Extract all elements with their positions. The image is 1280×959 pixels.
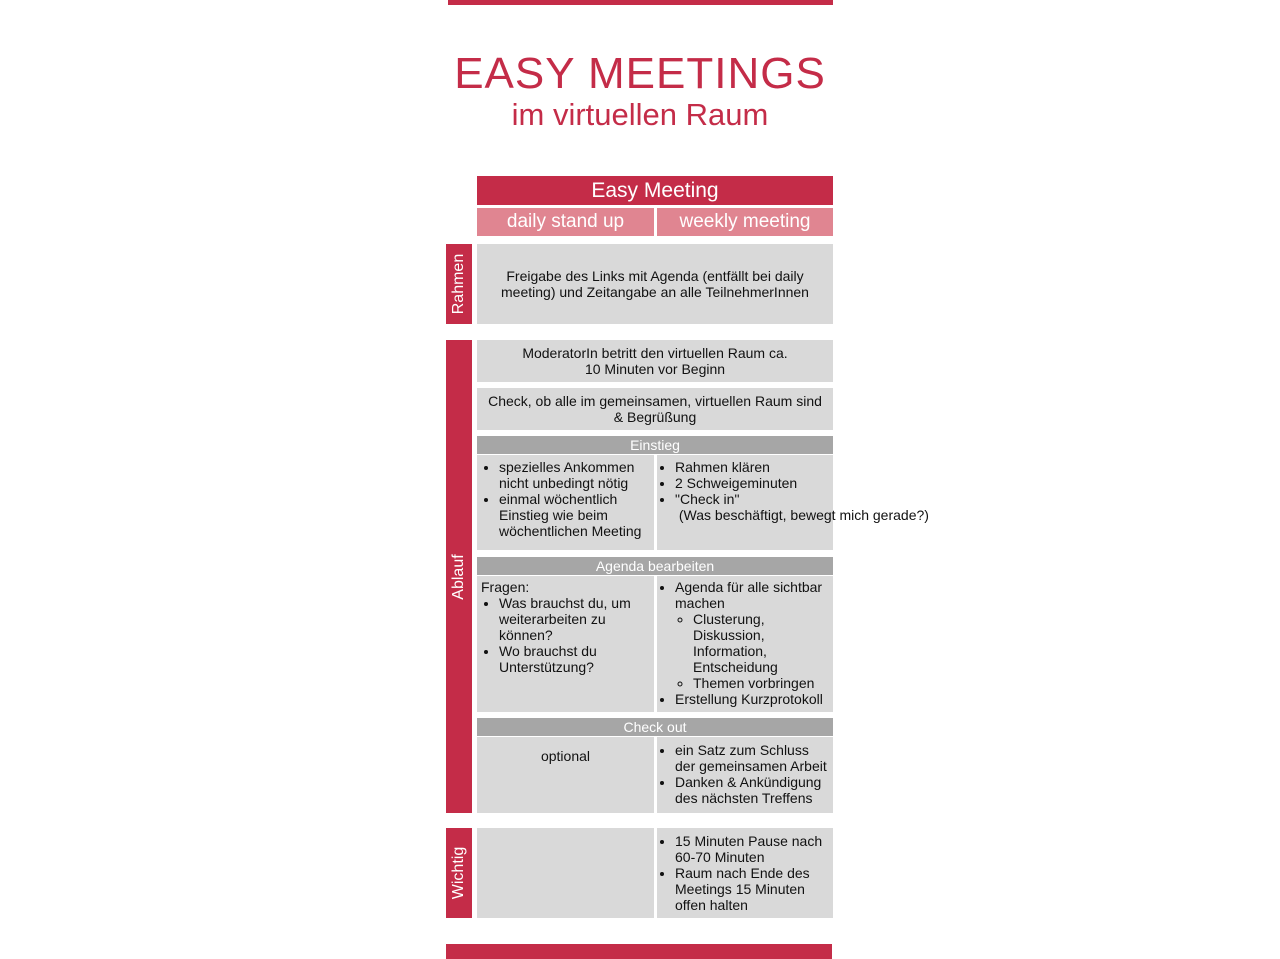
column-header-weekly: weekly meeting — [657, 208, 833, 236]
rahmen-box: Freigabe des Links mit Agenda (entfällt bei daily meeting) und Zeitangabe an alle TeilnehmerInnen — [477, 244, 833, 324]
list-item: • spezielles Ankommen nicht unbedingt nötig — [499, 459, 650, 491]
column-header-daily: daily stand up — [477, 208, 654, 236]
wichtig-weekly — [657, 828, 833, 918]
bottom-bar — [446, 944, 832, 959]
section-header-einstieg: Einstieg — [477, 436, 833, 454]
section-label-ablauf: Ablauf — [446, 340, 472, 813]
agenda-sublist — [675, 611, 831, 691]
agenda-weekly — [657, 576, 833, 712]
list-item: ◦ Clusterung, Diskussion, Information, Entscheidung — [693, 611, 803, 675]
agenda-weekly-list — [657, 579, 831, 707]
list-item: • Danken & Ankündigung des nächsten Treffens — [675, 774, 831, 806]
top-bar — [448, 0, 833, 5]
section-header-checkout: Check out — [477, 718, 833, 736]
table-header: Easy Meeting — [477, 176, 833, 205]
list-item: • Erstellung Kurzprotokoll — [675, 691, 831, 707]
ablauf-step-moderator: ModeratorIn betritt den virtuellen Raum ca. 10 Minuten vor Beginn — [477, 340, 833, 382]
section-label-wichtig: Wichtig — [446, 828, 472, 918]
section-label-rahmen: Rahmen — [446, 244, 472, 324]
list-item: • Was brauchst du, um weiterarbeiten zu können? — [499, 595, 650, 643]
page-title: EASY MEETINGS — [454, 49, 826, 98]
list-item: • Wo brauchst du Unterstützung? — [499, 643, 650, 675]
wichtig-weekly-list — [657, 833, 829, 913]
wichtig-daily — [477, 828, 654, 918]
list-item: • Agenda für alle sichtbar machen ◦ Clusterung, Diskussion, Information, Entscheidung ◦ Themen vorbringen — [675, 579, 831, 691]
checkout-weekly-list — [657, 742, 831, 806]
list-item: • 15 Minuten Pause nach 60-70 Minuten — [675, 833, 829, 865]
einstieg-weekly-list — [657, 459, 929, 523]
einstieg-weekly — [657, 455, 929, 550]
section-header-agenda: Agenda bearbeiten — [477, 557, 833, 575]
page-subtitle: im virtuellen Raum — [511, 97, 769, 132]
checkout-daily: optional — [477, 737, 654, 813]
list-item: ◦ Themen vorbringen — [693, 675, 831, 691]
ablauf-step-check: Check, ob alle im gemeinsamen, virtuellen Raum sind & Begrüßung — [477, 388, 833, 430]
agenda-daily-list — [481, 595, 650, 675]
list-item: • einmal wöchentlich Einstieg wie beim wöchentlichen Meeting — [499, 491, 650, 539]
list-item: • "Check in" (Was beschäftigt, bewegt mich gerade?) — [675, 491, 829, 523]
agenda-daily — [477, 576, 654, 712]
list-item: • 2 Schweigeminuten — [675, 475, 829, 491]
agenda-questions-intro: Fragen: — [481, 579, 530, 595]
list-item: • Rahmen klären — [675, 459, 829, 475]
checkout-weekly — [657, 737, 833, 813]
einstieg-daily-list — [481, 459, 650, 539]
list-item: • Raum nach Ende des Meetings 15 Minuten offen halten — [675, 865, 829, 913]
einstieg-daily — [477, 455, 654, 550]
list-item: • ein Satz zum Schluss der gemeinsamen Arbeit — [675, 742, 831, 774]
